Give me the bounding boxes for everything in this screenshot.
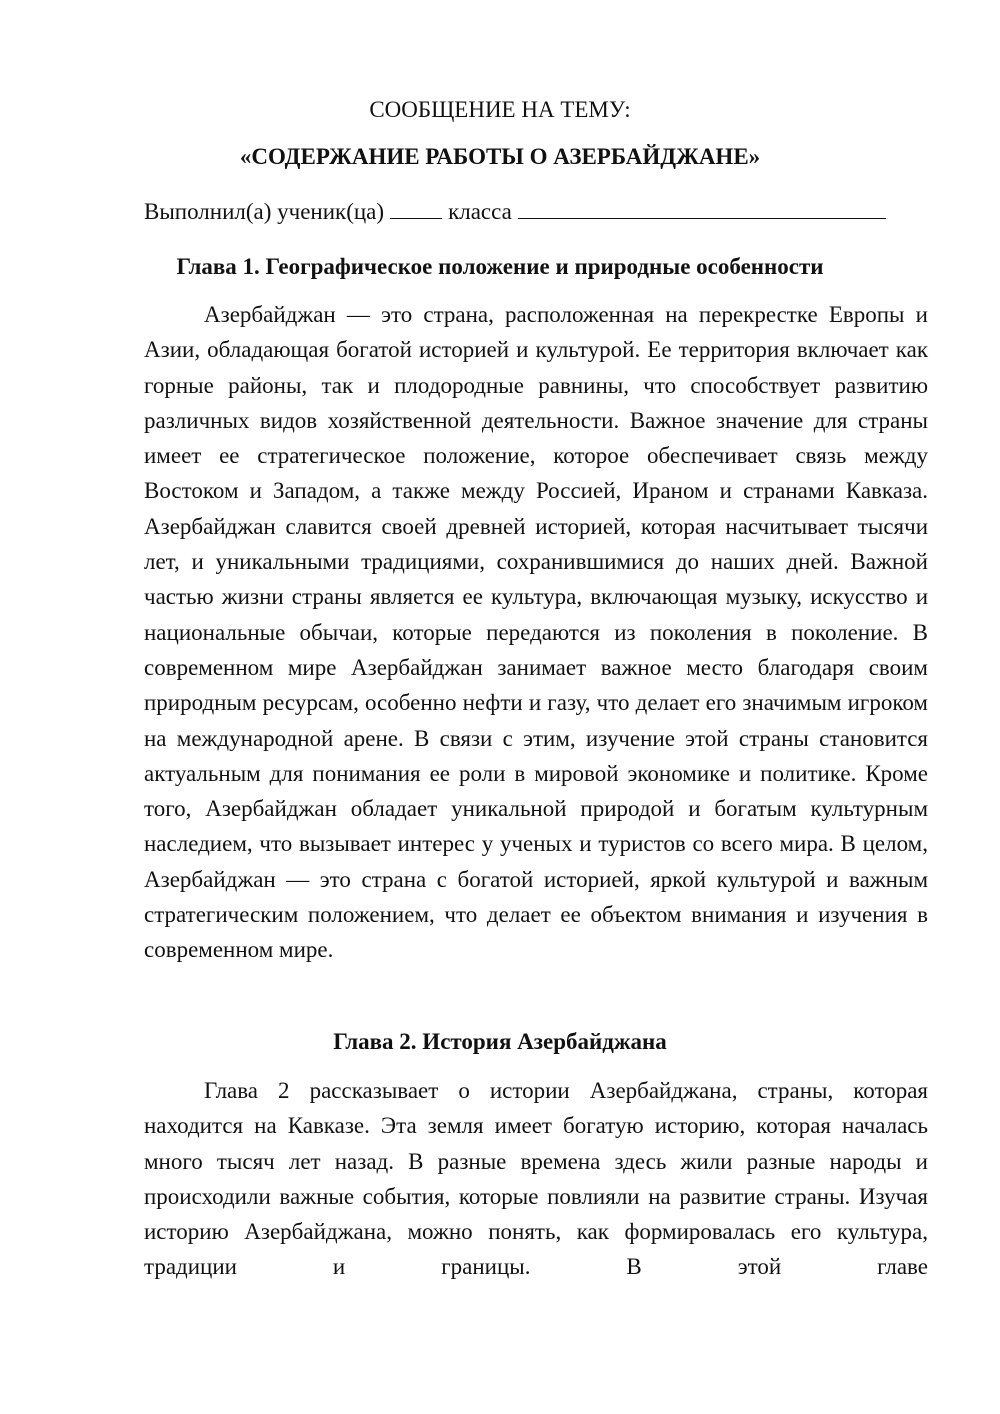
- grade-blank: [390, 196, 442, 219]
- chapter-1-heading: Глава 1. Географическое положение и природные особенности: [176, 254, 824, 279]
- document-title-line-2: «СОДЕРЖАНИЕ РАБОТЫ О АЗЕРБАЙДЖАНЕ»: [239, 144, 761, 169]
- class-name-blank: [518, 196, 886, 219]
- author-line: [144, 196, 934, 227]
- chapter-2-paragraph: Глава 2 рассказывает о истории Азербайджана, страны, которая находится на Кавказе. Эта земля имеет богатую историю, которая началась много тысяч лет назад. В разные времена здесь жили разные народы и происходили важные события, которые повлияли на развитие страны. Изучая историю Азербайджана, можно понять, как формировалась его культура, традиции и границы. В этой главе: [144, 1078, 928, 1280]
- chapter-2-heading: Глава 2. История Азербайджана: [333, 1029, 667, 1054]
- chapter-1-paragraph: Азербайджан — это страна, расположенная на перекрестке Европы и Азии, обладающая богатой историей и культурой. Ее территория включает как горные районы, так и плодородные равнины, что способствует развитию различных видов хозяйственной деятельности. Важное значение для страны имеет ее стратегическое положение, которое обеспечивает связь между Востоком и Западом, а также между Россией, Ираном и странами Кавказа. Азербайджан славится своей древней историей, которая насчитывает тысячи лет, и уникальными традициями, сохранившимися до наших дней. Важной частью жизни страны является ее культура, включающая музыку, искусство и национальные обычаи, которые передаются из поколения в поколение. В современном мире Азербайджан занимает важное место благодаря своим природным ресурсам, особенно нефти и газу, что делает его значимым игроком на международной арене. В связи с этим, изучение этой страны становится актуальным для понимания ее роли в мировой экономике и политике. Кроме того, Азербайджан обладает уникальной природой и богатым культурным наследием, что вызывает интерес у ученых и туристов со всего мира. В целом, Азербайджан — это страна с богатой историей, яркой культурой и важным стратегическим положением, что делает ее объектом внимания и изучения в современном мире.: [144, 302, 928, 963]
- document-title-line-1: СООБЩЕНИЕ НА ТЕМУ:: [369, 97, 631, 122]
- class-label: класса: [448, 199, 512, 224]
- performed-by-label: Выполнил(а) ученик(ца): [144, 199, 385, 224]
